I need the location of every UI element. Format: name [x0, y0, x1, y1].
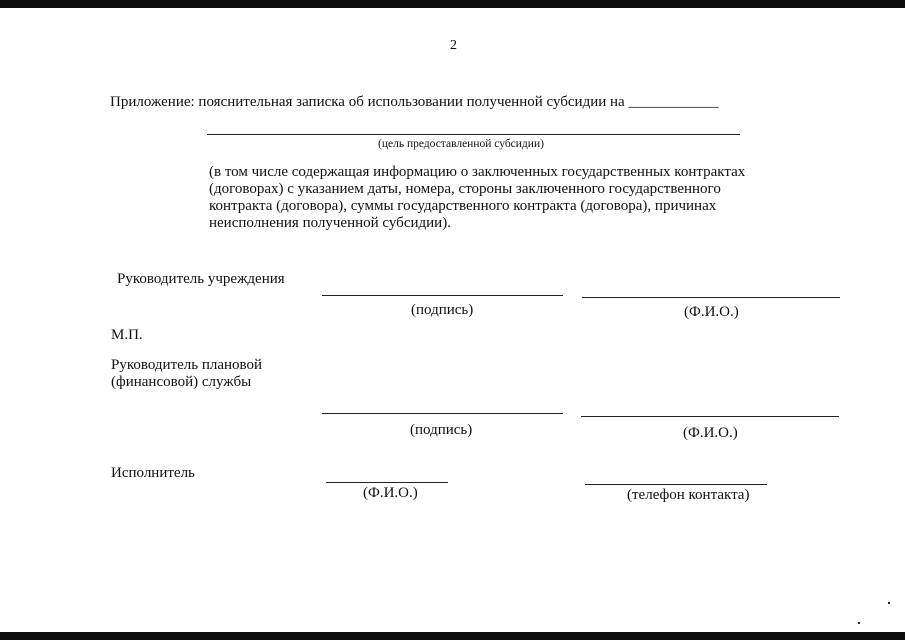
scan-speck	[888, 602, 890, 604]
finance-head-label-line2: (финансовой) службы	[111, 374, 252, 390]
scan-speck	[858, 622, 860, 624]
finance-signature-line	[322, 413, 563, 414]
paragraph-line: (в том числе содержащая информацию о заключенных государственных контрактах	[209, 164, 746, 180]
purpose-fill-line	[207, 134, 740, 135]
paragraph-line: неисполнения полученной субсидии).	[209, 215, 451, 231]
appendix-heading: Приложение: пояснительная записка об использовании полученной субсидии на ____________	[110, 94, 719, 110]
paragraph-line: (договорах) с указанием даты, номера, стороны заключенного государственного	[209, 181, 721, 197]
head-signature-line	[322, 295, 563, 296]
executor-name-line	[326, 482, 448, 483]
scan-edge-top	[0, 0, 905, 8]
executor-label: Исполнитель	[111, 465, 195, 481]
scan-edge-bottom	[0, 632, 905, 640]
finance-name-line	[581, 416, 839, 417]
head-name-line	[582, 297, 840, 298]
finance-name-caption: (Ф.И.О.)	[683, 425, 738, 441]
explanatory-paragraph	[209, 164, 769, 232]
head-of-institution-label: Руководитель учреждения	[117, 271, 285, 287]
page-number: 2	[450, 38, 457, 53]
executor-phone-caption: (телефон контакта)	[627, 487, 750, 503]
purpose-caption: (цель предоставленной субсидии)	[378, 138, 544, 150]
stamp-place-label: М.П.	[111, 327, 143, 343]
executor-phone-line	[585, 484, 767, 485]
head-signature-caption: (подпись)	[411, 302, 474, 318]
head-name-caption: (Ф.И.О.)	[684, 304, 739, 320]
finance-head-label-line1: Руководитель плановой	[111, 357, 263, 373]
finance-signature-caption: (подпись)	[410, 422, 473, 438]
paragraph-line: контракта (договора), суммы государственного контракта (договора), причинах	[209, 198, 717, 214]
executor-name-caption: (Ф.И.О.)	[363, 485, 418, 501]
